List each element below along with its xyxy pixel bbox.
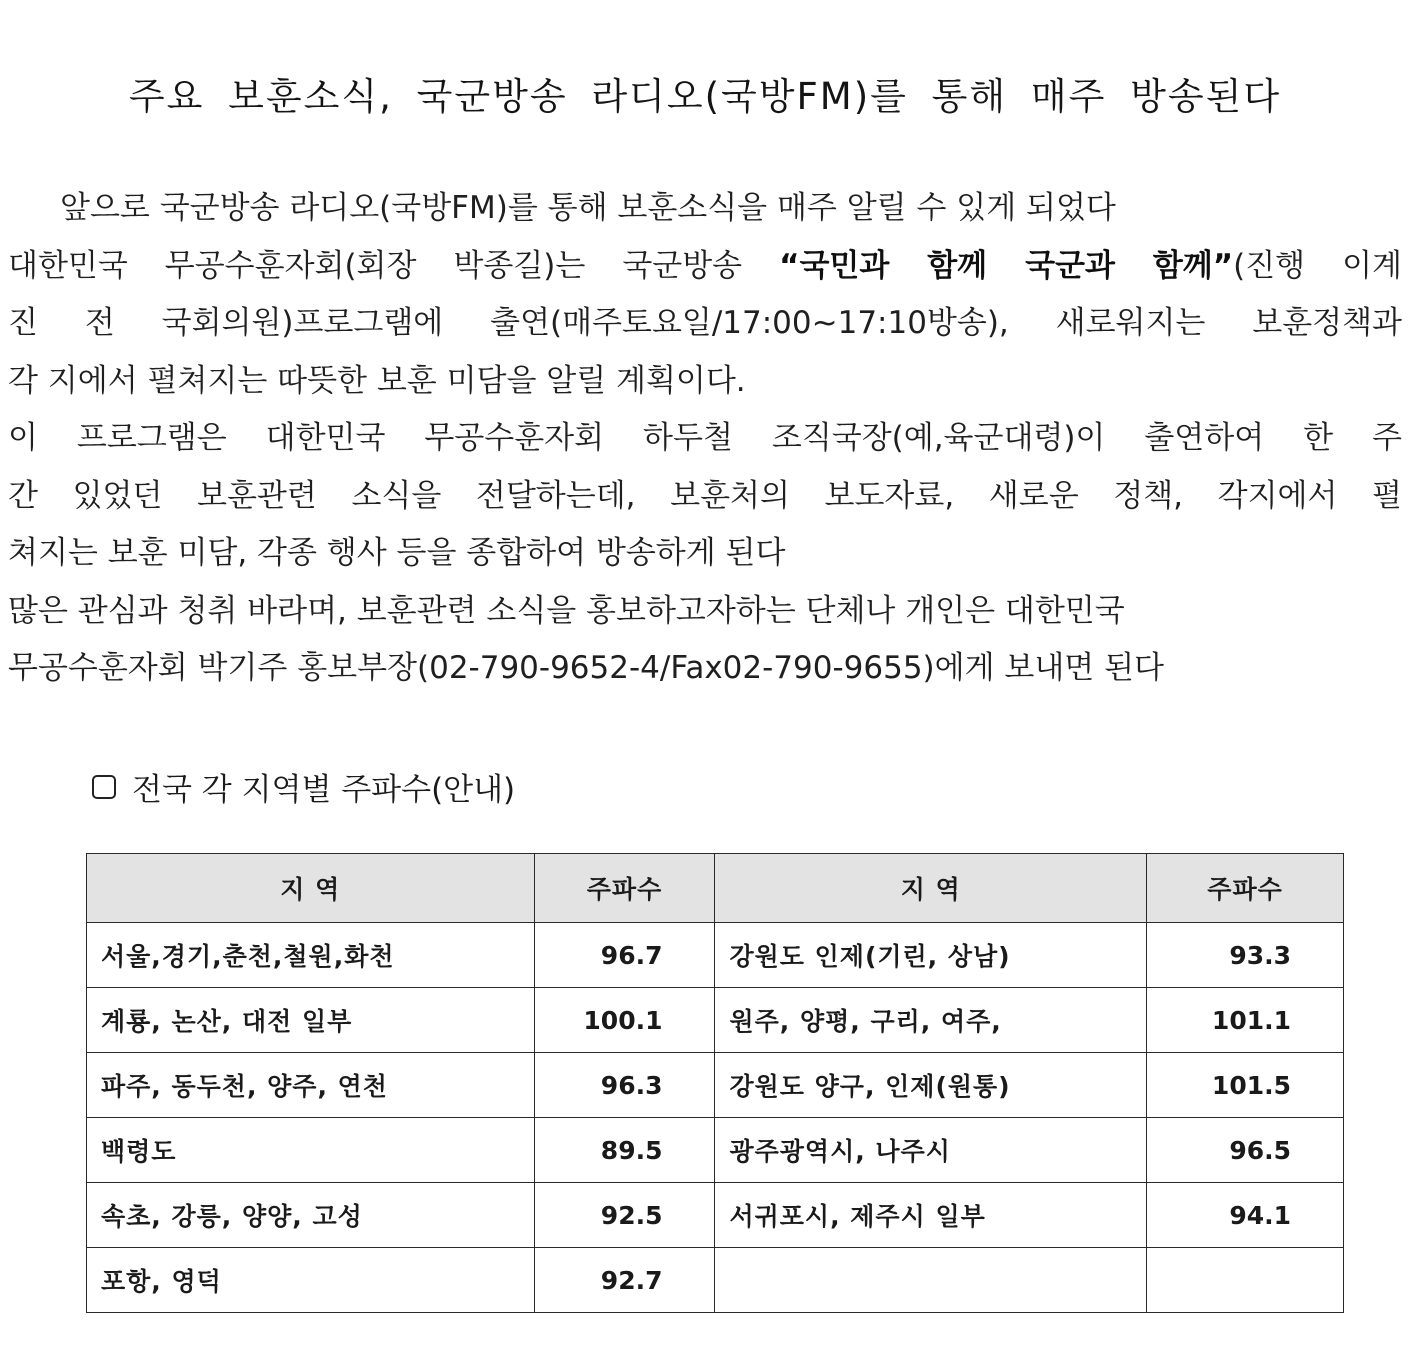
table-row [87, 923, 1344, 988]
program-name-bold: “국민과 함께 국군과 함께” [779, 247, 1234, 284]
frequency-cell: 94.1 [1147, 1183, 1344, 1248]
table-header-row [87, 854, 1344, 923]
header-region-left: 지 역 [87, 854, 535, 923]
header-frequency-left: 주파수 [534, 854, 715, 923]
region-cell: 서귀포시, 제주시 일부 [715, 1183, 1147, 1248]
region-cell: 파주, 동두천, 양주, 연천 [87, 1053, 535, 1118]
paragraph-4-line-1: 많은 관심과 청취 바라며, 보훈관련 소식을 홍보하고자하는 단체나 개인은 대한민국 [8, 592, 1125, 629]
section-heading [92, 764, 515, 809]
frequency-cell: 89.5 [534, 1118, 715, 1183]
frequency-cell: 101.5 [1147, 1053, 1344, 1118]
checkbox-icon [92, 775, 116, 799]
table-row [87, 1053, 1344, 1118]
article-body [8, 180, 1402, 698]
region-cell: 백령도 [87, 1118, 535, 1183]
paragraph-3-line-3: 쳐지는 보훈 미담, 각종 행사 등을 종합하여 방송하게 된다 [8, 535, 786, 571]
table-row [87, 1118, 1344, 1183]
frequency-cell: 92.7 [534, 1248, 715, 1313]
region-cell: 속초, 강릉, 양양, 고성 [87, 1183, 535, 1248]
table-row [87, 1183, 1344, 1248]
document-title: 주요 보훈소식, 국군방송 라디오(국방FM)를 통해 매주 방송된다 [128, 75, 1282, 118]
frequency-cell: 92.5 [534, 1183, 715, 1248]
frequency-cell: 96.7 [534, 923, 715, 988]
region-cell: 포항, 영덕 [87, 1248, 535, 1313]
paragraph-3-line-1: 이 프로그램은 대한민국 무공수훈자회 하두철 조직국장(예,육군대령)이 출연하여 한 주 [8, 420, 1402, 456]
paragraph-2-line-2: 진 전 국회의원)프로그램에 출연(매주토요일/17:00~17:10방송), 새로워지는 보훈정책과 [8, 305, 1402, 341]
paragraph-1-line-1: 앞으로 국군방송 라디오(국방FM)를 통해 보훈소식을 매주 알릴 수 있게 되었다 [60, 190, 1116, 226]
frequency-cell: 101.1 [1147, 988, 1344, 1053]
header-frequency-right: 주파수 [1147, 854, 1344, 923]
region-cell: 강원도 양구, 인제(원통) [715, 1053, 1147, 1118]
frequency-cell: 96.5 [1147, 1118, 1344, 1183]
paragraph-2-line-3: 각 지에서 펼쳐지는 따뜻한 보훈 미담을 알릴 계획이다. [8, 362, 746, 399]
frequency-table [86, 853, 1344, 1313]
header-region-right: 지 역 [715, 854, 1147, 923]
region-cell: 원주, 양평, 구리, 여주, [715, 988, 1147, 1053]
paragraph-3-line-2: 간 있었던 보훈관련 소식을 전달하는데, 보훈처의 보도자료, 새로운 정책, 각지에서 펼 [8, 477, 1402, 514]
section-heading-text: 전국 각 지역별 주파수(안내) [132, 772, 516, 808]
paragraph-2-line-1 [8, 238, 1402, 296]
region-cell: 계룡, 논산, 대전 일부 [87, 988, 535, 1053]
frequency-cell [1147, 1248, 1344, 1313]
paragraph-4-line-2: 무공수훈자회 박기주 홍보부장(02-790-9652-4/Fax02-790-9655)에게 보내면 된다 [8, 650, 1164, 686]
table-row [87, 988, 1344, 1053]
region-cell: 서울,경기,춘천,철원,화천 [87, 923, 535, 988]
region-cell: 광주광역시, 나주시 [715, 1118, 1147, 1183]
region-cell: 강원도 인제(기린, 상남) [715, 923, 1147, 988]
frequency-cell: 96.3 [534, 1053, 715, 1118]
paragraph-2-text-pre: 대한민국 무공수훈자회(회장 박종길)는 국군방송 [8, 247, 780, 284]
frequency-cell: 100.1 [534, 988, 715, 1053]
table-row [87, 1248, 1344, 1313]
paragraph-2-text-post: (진행 이계 [1233, 247, 1402, 284]
frequency-cell: 93.3 [1147, 923, 1344, 988]
region-cell [715, 1248, 1147, 1313]
